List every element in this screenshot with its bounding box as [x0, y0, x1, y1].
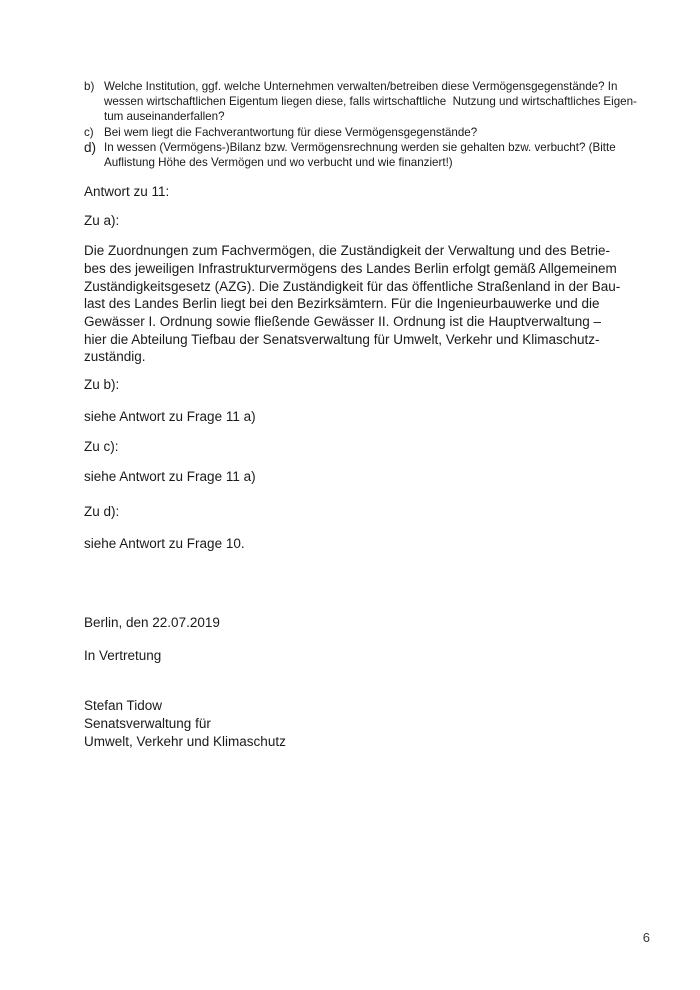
- question-item-b: [84, 79, 680, 125]
- question-text-c: Bei wem liegt die Fachverantwortung für diese Vermögensgegenstände?: [104, 125, 478, 139]
- answer-label-c: Zu c):: [84, 438, 119, 454]
- question-item-c: [84, 125, 680, 140]
- question-marker-c: c): [84, 125, 94, 139]
- signature-organization: Senatsverwaltung für Umwelt, Verkehr und Klimaschutz: [84, 715, 286, 749]
- question-list: [84, 79, 680, 170]
- question-item-d: [84, 140, 680, 170]
- page-number: 6: [642, 930, 650, 945]
- question-text-d: In wessen (Vermögens-)Bilanz bzw. Vermögensrechnung werden sie gehalten bzw. verbucht? (Bitte Auflistung Höhe des Vermögen und wo verbucht und wie finanziert!): [104, 140, 616, 170]
- document-content: [84, 79, 680, 750]
- signature-representation: In Vertretung: [84, 648, 162, 664]
- question-text-b: Welche Institution, ggf. welche Unternehmen verwalten/betreiben diese Vermögensgegenstände? In wessen wirtschaftlichen Eigentum liegen diese, falls wirtschaftliche Nutzung und wirtschaftliches Eigen- tum auseinanderfallen?: [104, 80, 637, 124]
- signature-name-block: [84, 697, 680, 750]
- answer-label-d: Zu d):: [84, 503, 120, 519]
- answer-label-b: Zu b):: [84, 377, 120, 393]
- answer-text-d: siehe Antwort zu Frage 10.: [84, 535, 245, 551]
- signature-place-date: Berlin, den 22.07.2019: [84, 615, 220, 631]
- question-marker-b: b): [84, 80, 95, 93]
- answer-label-a: Zu a):: [84, 212, 120, 228]
- signature-name: Stefan Tidow: [84, 698, 163, 714]
- answer-text-a: Die Zuordnungen zum Fachvermögen, die Zuständigkeit der Verwaltung und des Betrie- bes des jeweiligen Infrastrukturvermögens des Landes Berlin erfolgt gemäß Allgemeinem Zuständigkeitsgesetz (AZG). Die Zuständigkeit für das öffentliche Straßenland in der Bau- last des Landes Berlin liegt bei den Bezirksämtern. Für die Ingenieurbauwerke und die Gewässer I. Ordnung sowie fließende Gewässer II. Ordnung ist die Hauptverwaltung – hier die Abteilung Tiefbau der Senatsverwaltung für Umwelt, Verkehr und Klimaschutz- zuständig.: [84, 243, 621, 365]
- answer-heading: Antwort zu 11:: [84, 184, 170, 200]
- answer-text-b: siehe Antwort zu Frage 11 a): [84, 408, 256, 424]
- question-marker-d: d): [84, 139, 97, 155]
- answer-text-c: siehe Antwort zu Frage 11 a): [84, 469, 256, 485]
